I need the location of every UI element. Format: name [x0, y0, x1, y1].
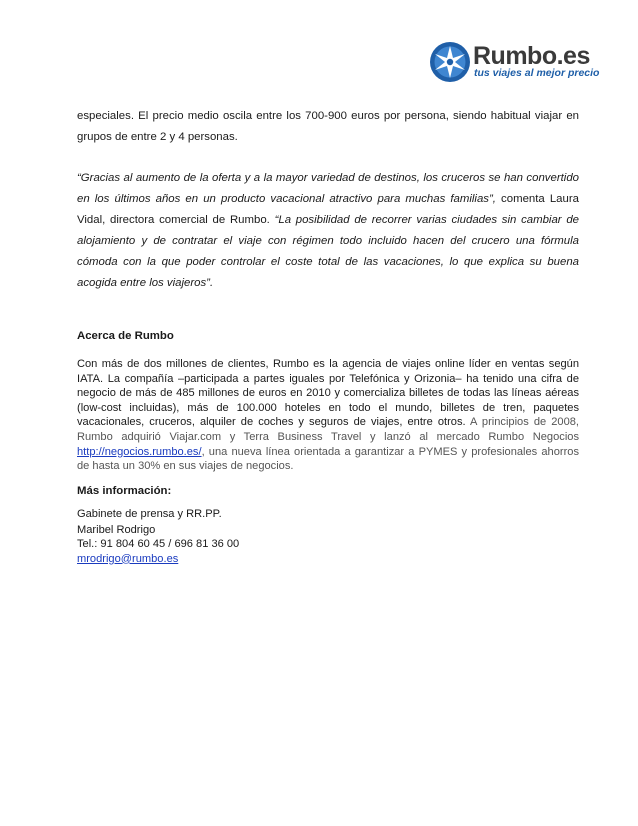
about-heading: Acerca de Rumbo: [77, 330, 174, 342]
contact-block: [77, 507, 239, 566]
about-text-main: Con más de dos millones de clientes, Rumbo es la agencia de viajes online líder en ventas según IATA. La compañía –participada a partes iguales por Telefónica y Orizonia– ha tenido una cifra de negocio de más de 485 millones de euros en 2010 y comercializa billetes de todas las líneas aéreas (low-cost incluidas), más de 100.000 hoteles en todo el mundo, billetes de tren, paquetes vacacionales, cruceros, alquiler de coches y seguros de viajes, entre otros.: [77, 358, 579, 429]
contact-phone: Tel.: 91 804 60 45 / 696 81 36 00: [77, 538, 240, 551]
contact-name: Maribel Rodrigo: [77, 524, 156, 537]
about-text-end: , una nueva línea orientada a garantizar a PYMES y profesionales ahorros de hasta un 30% en sus viajes de negocios.: [77, 445, 579, 473]
quote-first: “Gracias al aumento de la oferta y a la mayor variedad de destinos, los cruceros se han convertido en los últimos años en un producto vacacional atractivo para muchas familias”,: [77, 172, 579, 205]
negocios-link[interactable]: http://negocios.rumbo.es/: [77, 445, 202, 458]
paragraph-quote: [77, 168, 579, 294]
about-paragraph: [77, 357, 579, 474]
logo-brand: Rumbo.es: [473, 42, 590, 70]
about-text-acquisitions: A principios de 2008, Rumbo adquirió Viajar.com y Terra Business Travel y lanzó al mercado Rumbo Negocios: [77, 416, 579, 443]
rumbo-logo: [429, 38, 600, 86]
paragraph-prices: especiales. El precio medio oscila entre los 700-900 euros por persona, siendo habitual viajar en grupos de entre 2 y 4 personas.: [77, 110, 579, 143]
contact-heading: Más información:: [77, 485, 172, 497]
contact-department: Gabinete de prensa y RR.PP.: [77, 508, 222, 520]
quote-attribution: comenta Laura Vidal, directora comercial de Rumbo.: [77, 193, 579, 226]
contact-email-link[interactable]: mrodrigo@rumbo.es: [77, 552, 179, 565]
logo-tagline: tus viajes al mejor precio: [474, 67, 600, 79]
rumbo-star-compass-icon: [429, 41, 471, 83]
quote-second: “La posibilidad de recorrer varias ciudades sin cambiar de alojamiento y de contratar el viaje con régimen todo incluido hacen del crucero una fórmula cómoda con la que poder controlar el coste total de las vacaciones, lo que explica su buena acogida entre los viajeros”.: [77, 214, 579, 289]
